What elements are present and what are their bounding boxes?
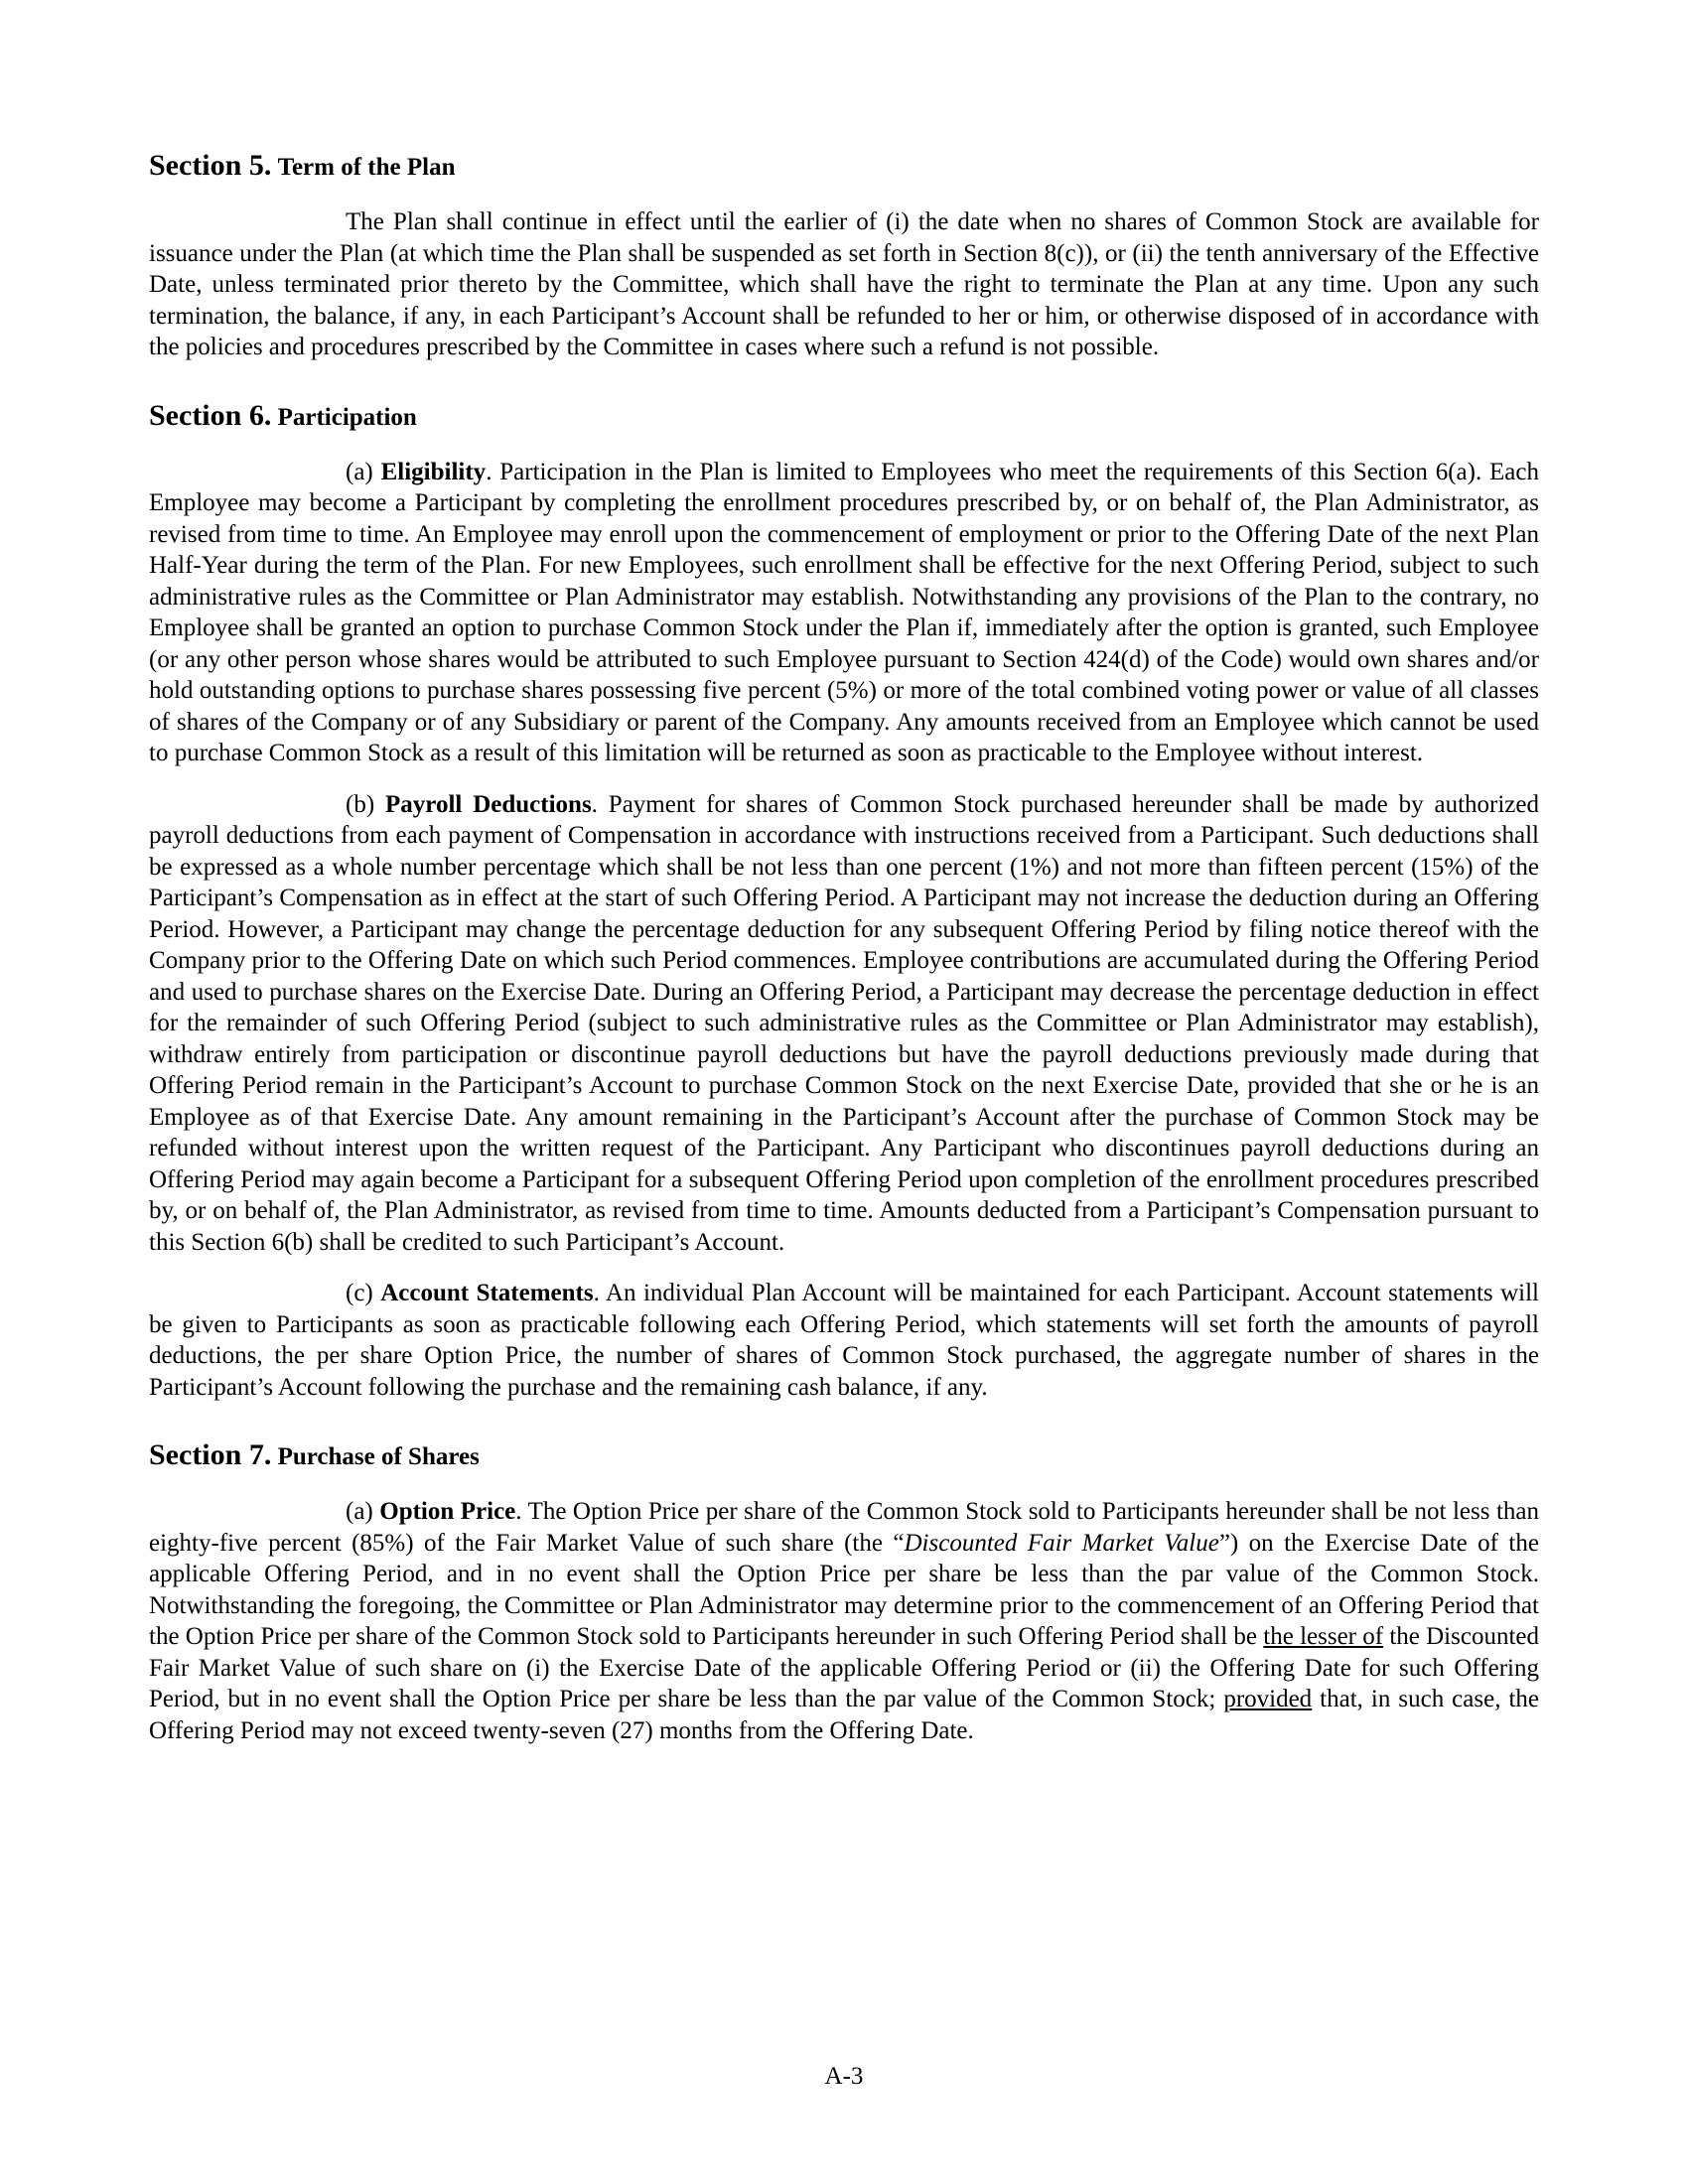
underlined-phrase: the lesser of	[1263, 1623, 1384, 1650]
clause-body: . Participation in the Plan is limited to Employees who meet the requirements of this Section 6(a). Each Employee may become a Participant by completing the enrollment procedures prescribed by, or on behalf of, the Plan Administrator, as revised from time to time. An Employee may enroll upon the commencement of employment or prior to the Offering Date of the next Plan Half-Year during the term of the Plan. For new Employees, such enrollment shall be effective for the next Offering Period, subject to such administrative rules as the Committee or Plan Administrator may establish. Notwithstanding any provisions of the Plan to the contrary, no Employee shall be granted an option to purchase Common Stock under the Plan if, immediately after the option is granted, such Employee (or any other person whose shares would be attributed to such Employee pursuant to Section 424(d) of the Code) would own shares and/or hold outstanding options to purchase shares possessing five percent (5%) or more of the total combined voting power or value of all classes of shares of the Company or of any Subsidiary or parent of the Company. Any amounts received from an Employee which cannot be used to purchase Common Stock as a result of this limitation will be returned as soon as practicable to the Employee without interest.	[149, 458, 1539, 766]
section-title: Participation	[277, 403, 417, 431]
section-number: Section 5.	[149, 149, 272, 182]
clause-prefix: (b)	[346, 790, 386, 818]
clause-body: . Payment for shares of Common Stock purchased hereunder shall be made by authorized payroll deductions from each payment of Compensation in accordance with instructions received from a Participant. Such deductions shall be expressed as a whole number percentage which shall be not less than one percent (1%) and not more than fifteen percent (15%) of the Participant’s Compensation as in effect at the start of such Offering Period. A Participant may not increase the deduction during an Offering Period. However, a Participant may change the percentage deduction for any subsequent Offering Period by filing notice thereof with the Company prior to the Offering Date on which such Period commences. Employee contributions are accumulated during the Offering Period and used to purchase shares on the Exercise Date. During an Offering Period, a Participant may decrease the percentage deduction in effect for the remainder of such Offering Period (subject to such administrative rules as the Committee or Plan Administrator may establish), withdraw entirely from participation or discontinue payroll deductions but have the payroll deductions previously made during that Offering Period remain in the Participant’s Account to purchase Common Stock on the next Exercise Date, provided that she or he is an Employee as of that Exercise Date. Any amount remaining in the Participant’s Account after the purchase of Common Stock may be refunded without interest upon the written request of the Participant. Any Participant who discontinues payroll deductions during an Offering Period may again become a Participant for a subsequent Offering Period upon completion of the enrollment procedures prescribed by, or on behalf of, the Plan Administrator, as revised from time to time. Amounts deducted from a Participant’s Compensation pursuant to this Section 6(b) shall be credited to such Participant’s Account.	[149, 790, 1539, 1256]
defined-term: Discounted Fair Market Value	[904, 1529, 1219, 1557]
section-6c-paragraph	[149, 1278, 1539, 1403]
section-number: Section 6.	[149, 398, 272, 432]
section-title: Term of the Plan	[277, 154, 456, 181]
clause-prefix: (a)	[346, 458, 381, 485]
clause-body: . The Option Price per share of the Common Stock sold to Participants hereunder shall be not less than eighty-five percent (85%) of the Fair Market Value of such share (the “	[149, 1498, 1540, 1557]
section-5	[149, 147, 1539, 363]
section-7a-paragraph	[149, 1496, 1539, 1746]
clause-body: that, in such case, the Offering Period may not exceed twenty-seven (27) months from the Offering Date.	[149, 1686, 1539, 1744]
section-7	[149, 1436, 1539, 1746]
clause-term: Account Statements	[380, 1280, 594, 1306]
clause-body: the Discounted Fair Market Value of such share on (i) the Exercise Date of the applicable Offering Period or (ii) the Offering Date for such Offering Period, but in no event shall the Option Price per share be less than the par value of the Common Stock;	[149, 1623, 1539, 1712]
clause-body: ”) on the Exercise Date of the applicable Offering Period, and in no event shall the Option Price per share be less than the par value of the Common Stock. Notwithstanding the foregoing, the Committee or Plan Administrator may determine prior to the commencement of an Offering Period that the Option Price per share of the Common Stock sold to Participants hereunder in such Offering Period shall be	[149, 1529, 1539, 1650]
clause-term: Payroll Deductions	[385, 790, 592, 818]
clause-prefix: (a)	[346, 1498, 380, 1525]
clause-term: Eligibility	[380, 458, 487, 485]
section-5-paragraph: The Plan shall continue in effect until the earlier of (i) the date when no shares of Common Stock are available for issuance under the Plan (at which time the Plan shall be suspended as set forth in Section 8(c)), or (ii) the tenth anniversary of the Effective Date, unless terminated prior thereto by the Committee, which shall have the right to terminate the Plan at any time. Upon any such termination, the balance, if any, in each Participant’s Account shall be refunded to her or him, or otherwise disposed of in accordance with the policies and procedures prescribed by the Committee in cases where such a refund is not possible.	[149, 208, 1539, 360]
section-title: Purchase of Shares	[277, 1443, 480, 1470]
underlined-phrase: provided	[1223, 1686, 1313, 1712]
section-5-heading	[149, 147, 1539, 187]
clause-prefix: (c)	[346, 1280, 381, 1306]
section-6b-paragraph	[149, 789, 1539, 1259]
section-6a-paragraph	[149, 457, 1539, 769]
page-number: A-3	[824, 2063, 864, 2090]
page-content	[149, 147, 1539, 1766]
section-7-heading	[149, 1436, 1539, 1476]
clause-term: Option Price	[379, 1498, 516, 1525]
section-number: Section 7.	[149, 1438, 272, 1471]
section-6-heading	[149, 397, 1539, 437]
section-6	[149, 397, 1539, 1404]
clause-body: . An individual Plan Account will be maintained for each Participant. Account statements will be given to Participants as soon as practicable following each Offering Period, which statements will set forth the amounts of payroll deductions, the per share Option Price, the number of shares of Common Stock purchased, the aggregate number of shares in the Participant’s Account following the purchase and the remaining cash balance, if any.	[149, 1280, 1539, 1401]
